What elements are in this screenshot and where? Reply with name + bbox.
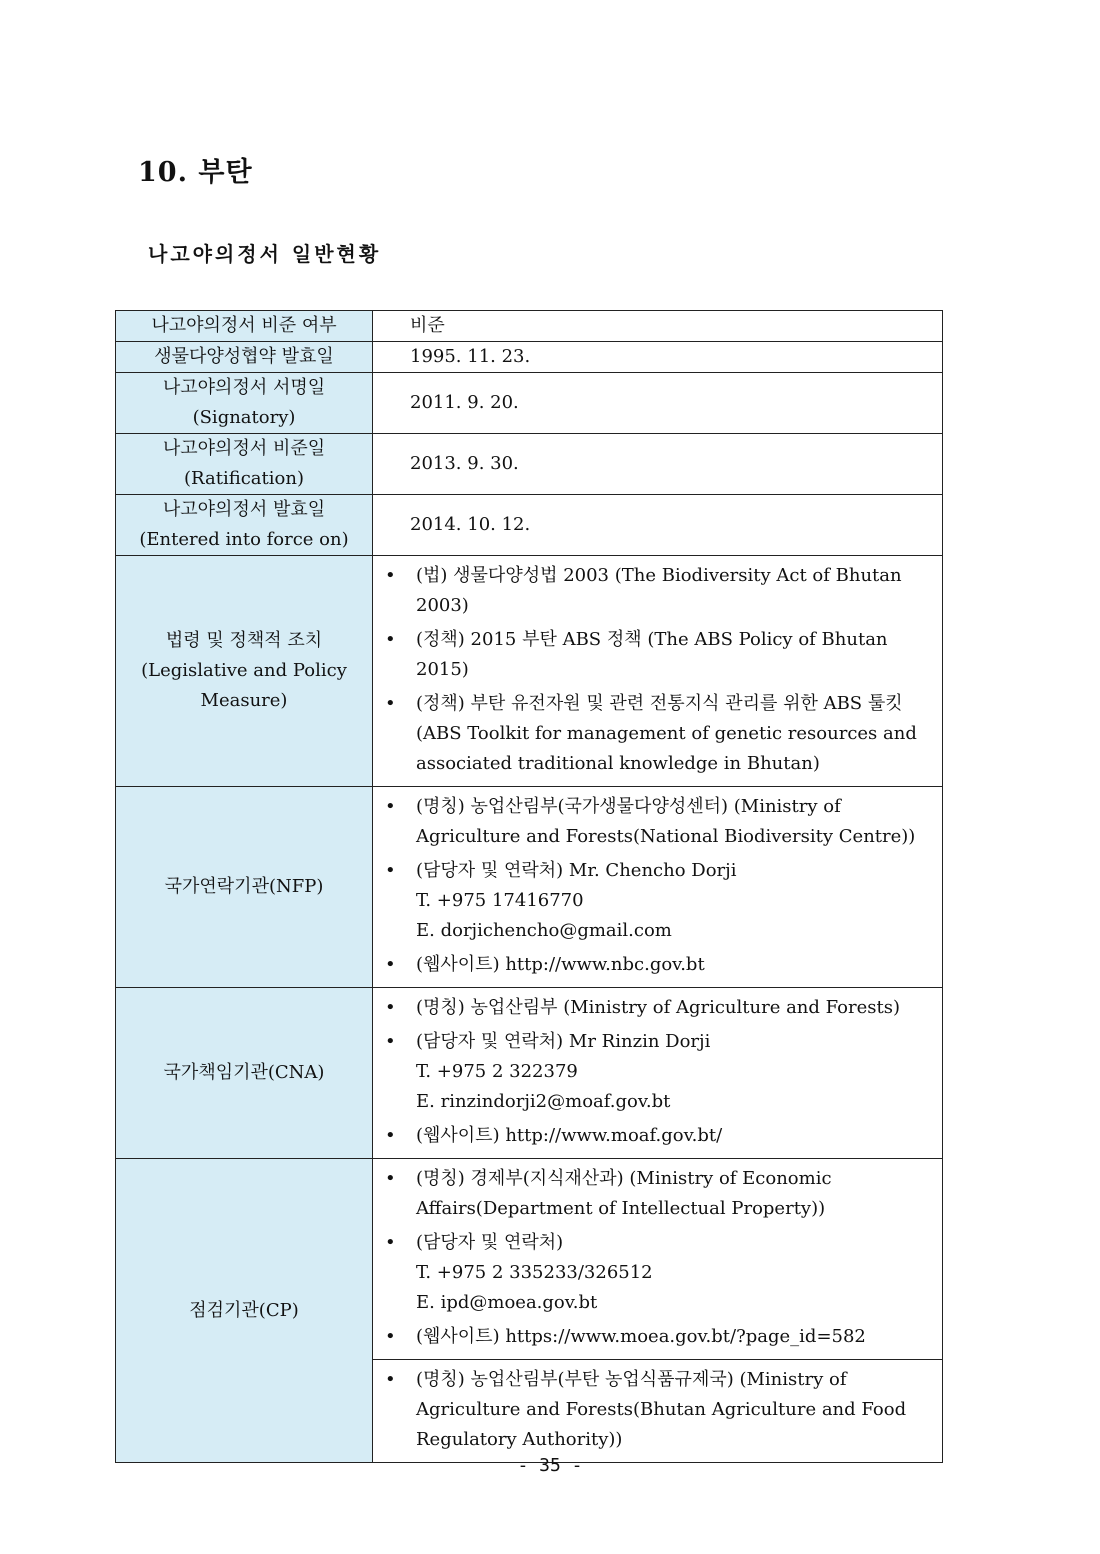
- nfp-details: [373, 787, 943, 988]
- legislative-label-en1: (Legislative and Policy: [141, 660, 347, 681]
- cp-first-details: [373, 1159, 943, 1360]
- ratification-label-en: (Ratification): [184, 468, 304, 489]
- table-row: [116, 1159, 943, 1360]
- subsection-title: 나고야의정서 일반현황: [148, 242, 382, 266]
- ratification-status-value: 비준: [373, 311, 943, 342]
- table-row: [116, 988, 943, 1159]
- table-row: [116, 342, 943, 373]
- nfp-website: • (웹사이트) http://www.nbc.gov.bt: [385, 950, 934, 980]
- cna-contact: [385, 1027, 934, 1117]
- cbd-effective-value: 1995. 11. 23.: [373, 342, 943, 373]
- list-item: • (정책) 2015 부탄 ABS 정책 (The ABS Policy of Bhutan 2015): [385, 625, 934, 685]
- cna-website: • (웹사이트) http://www.moaf.gov.bt/: [385, 1121, 934, 1151]
- table-row: [116, 495, 943, 556]
- nfp-email: E. dorjichencho@gmail.com: [416, 920, 672, 941]
- legislative-measures: [373, 556, 943, 787]
- cp-first-phone: T. +975 2 335233/326512: [416, 1262, 653, 1283]
- signatory-label-ko: 나고야의정서 서명일: [162, 377, 326, 398]
- legislative-label-en2: Measure): [200, 690, 288, 711]
- cna-name: • (명칭) 농업산림부 (Ministry of Agriculture and Forests): [385, 993, 934, 1023]
- ratification-value: 2013. 9. 30.: [373, 434, 943, 495]
- cp-first-name: • (명칭) 경제부(지식재산과) (Ministry of Economic Affairs(Department of Intellectual Property)): [385, 1164, 934, 1224]
- table-row: [116, 373, 943, 434]
- table-row: [116, 311, 943, 342]
- nfp-label: 국가연락기관(NFP): [116, 787, 373, 988]
- cna-details: [373, 988, 943, 1159]
- entry-into-force-value: 2014. 10. 12.: [373, 495, 943, 556]
- nagoya-protocol-status-table: [115, 310, 943, 1463]
- legislative-label-ko: 법령 및 정책적 조치: [165, 630, 323, 651]
- nfp-contact: [385, 856, 934, 946]
- ratification-label-ko: 나고야의정서 비준일: [162, 438, 326, 459]
- section-title: 10. 부탄: [138, 157, 253, 188]
- table-row: [116, 434, 943, 495]
- list-item: • (정책) 부탄 유전자원 및 관련 전통지식 관리를 위한 ABS 툴킷 (ABS Toolkit for management of genetic resources and associated traditional knowledge in Bhutan): [385, 689, 934, 779]
- list-item: • (법) 생물다양성법 2003 (The Biodiversity Act of Bhutan 2003): [385, 561, 934, 621]
- cna-label: 국가책임기관(CNA): [116, 988, 373, 1159]
- cp-second-name: • (명칭) 농업산림부(부탄 농업식품규제국) (Ministry of Agriculture and Forests(Bhutan Agriculture and Food Regulatory Authority)): [385, 1365, 934, 1455]
- cp-first-email: E. ipd@moea.gov.bt: [416, 1292, 598, 1313]
- entry-into-force-label-ko: 나고야의정서 발효일: [162, 499, 326, 520]
- nfp-name: • (명칭) 농업산림부(국가생물다양성센터) (Ministry of Agriculture and Forests(National Biodiversity Centre)): [385, 792, 934, 852]
- table-row: [116, 556, 943, 787]
- nfp-contact-person: • (담당자 및 연락처) Mr. Chencho Dorji: [416, 860, 737, 881]
- entry-into-force-label-en: (Entered into force on): [139, 529, 349, 550]
- cp-first-contact-person: • (담당자 및 연락처): [416, 1232, 564, 1253]
- cna-email: E. rinzindorji2@moaf.gov.bt: [416, 1091, 671, 1112]
- cp-second-details: [373, 1360, 943, 1463]
- entry-into-force-label: [116, 495, 373, 556]
- cp-first-contact: [385, 1228, 934, 1318]
- ratification-label: [116, 434, 373, 495]
- legislative-label: [116, 556, 373, 787]
- cna-phone: T. +975 2 322379: [416, 1061, 578, 1082]
- table-row: [116, 787, 943, 988]
- page-number: - 35 -: [517, 1455, 583, 1476]
- signatory-value: 2011. 9. 20.: [373, 373, 943, 434]
- signatory-label: [116, 373, 373, 434]
- ratification-status-label: 나고야의정서 비준 여부: [116, 311, 373, 342]
- cbd-effective-label: 생물다양성협약 발효일: [116, 342, 373, 373]
- cp-label: 점검기관(CP): [116, 1159, 373, 1463]
- cp-first-website: • (웹사이트) https://www.moea.gov.bt/?page_id=582: [385, 1322, 934, 1352]
- cna-contact-person: • (담당자 및 연락처) Mr Rinzin Dorji: [416, 1031, 711, 1052]
- signatory-label-en: (Signatory): [192, 407, 296, 428]
- nfp-phone: T. +975 17416770: [416, 890, 584, 911]
